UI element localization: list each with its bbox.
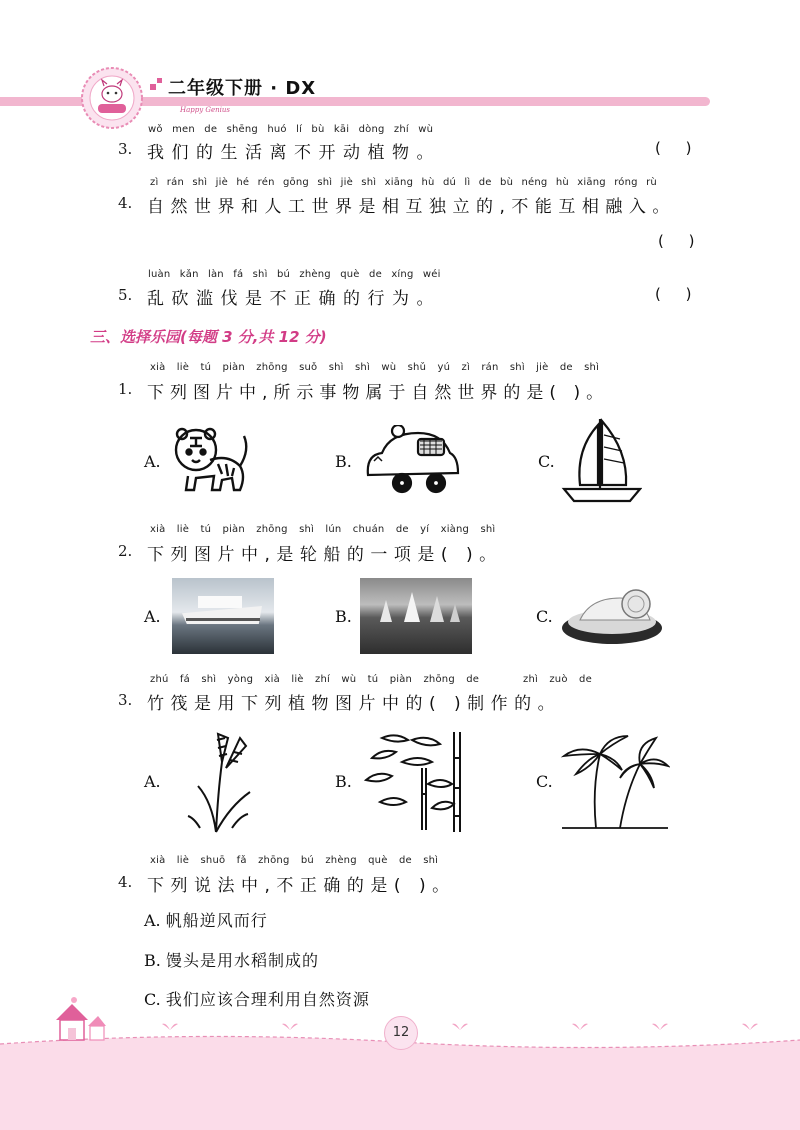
- sailboats-photo[interactable]: [360, 578, 472, 654]
- judge-q4-text: 自然世界和人工世界是相互独立的,不能互相融入。: [147, 197, 676, 217]
- choice-q4-text: 下列说法中,不正确的是( )。: [147, 876, 456, 896]
- judge-q5-answer-paren[interactable]: ( ): [655, 285, 702, 303]
- section-three-title: 三、选择乐园(每题 3 分,共 12 分): [90, 328, 327, 346]
- choice-q4-option-c[interactable]: [144, 987, 370, 1010]
- car-drawing-image[interactable]: [362, 425, 464, 497]
- judge-q4-pinyin: zì rán shì jiè hé rén gōng shì jiè shì xiāng hù dú lì de bù néng hù xiāng róng rù: [150, 177, 657, 188]
- choice-q4-option-a-text: 帆船逆风而行: [165, 911, 268, 930]
- choice-q1-option-c-label[interactable]: C.: [538, 452, 555, 471]
- bamboo-drawing-image[interactable]: [362, 728, 472, 834]
- choice-q3-pinyin-a: zhú fá shì yòng xià liè zhí wù tú piàn zhōng de: [150, 674, 480, 685]
- palm-trees-drawing-image[interactable]: [560, 732, 670, 832]
- choice-q4-option-b[interactable]: [144, 948, 319, 971]
- choice-q4-option-c-label: C.: [144, 990, 161, 1009]
- choice-q4-option-a-label: A.: [144, 911, 161, 930]
- choice-q2-pinyin: xià liè tú piàn zhōng shì lún chuán de yí xiàng shì: [150, 524, 496, 535]
- judge-q5-number: 5.: [118, 286, 133, 304]
- choice-q1-option-b-label[interactable]: B.: [335, 452, 352, 471]
- judge-q4-number: 4.: [118, 194, 133, 212]
- header-subtitle: Happy Genius: [180, 106, 231, 114]
- choice-q3-text: 竹筏是用下列植物图片中的( )制作的。: [147, 694, 562, 714]
- page-header-title: 二年级下册 · DX: [168, 78, 317, 99]
- choice-q1-pinyin: xià liè tú piàn zhōng suǒ shì shì wù shǔ yú zì rán shì jiè de shì: [150, 362, 600, 373]
- sailboat-drawing-image[interactable]: [560, 415, 642, 505]
- choice-q4-pinyin: xià liè shuō fǎ zhōng bú zhèng què de shì: [150, 855, 439, 866]
- choice-q2-option-b-label[interactable]: B.: [335, 607, 352, 626]
- choice-q4-option-b-label: B.: [144, 951, 161, 970]
- choice-q3-number: 3.: [118, 691, 133, 709]
- choice-q3-option-c-label[interactable]: C.: [536, 772, 553, 791]
- judge-q5-text: 乱砍滥伐是不正确的行为。: [147, 289, 441, 309]
- judge-q4-answer-paren[interactable]: ( ): [658, 232, 705, 250]
- header-band-left: [0, 97, 90, 106]
- judge-q3-text: 我们的生活离不开动植物。: [147, 143, 441, 163]
- page-number: 12: [384, 1016, 418, 1050]
- cruise-ship-photo[interactable]: [172, 578, 274, 654]
- tiger-drawing-image[interactable]: [172, 420, 254, 502]
- footer-sprouts: [160, 1018, 760, 1032]
- choice-q3-pinyin-b: zhì zuò de: [523, 674, 592, 685]
- choice-q3-option-a-label[interactable]: A.: [144, 772, 161, 791]
- choice-q3-option-b-label[interactable]: B.: [335, 772, 352, 791]
- house-icon: [48, 996, 108, 1046]
- judge-q5-pinyin: luàn kǎn làn fá shì bú zhèng què de xíng wéi: [148, 269, 441, 280]
- choice-q4-option-a[interactable]: [144, 908, 268, 931]
- choice-q2-number: 2.: [118, 542, 133, 560]
- choice-q4-number: 4.: [118, 873, 133, 891]
- judge-q3-pinyin: wǒ men de shēng huó lí bù kāi dòng zhí wù: [148, 124, 434, 135]
- choice-q4-option-b-text: 馒头是用水稻制成的: [165, 951, 319, 970]
- choice-q1-text: 下列图片中,所示事物属于自然世界的是( )。: [147, 383, 610, 403]
- happy-genius-logo: [80, 66, 144, 130]
- wheat-drawing-image[interactable]: [186, 728, 266, 834]
- choice-q1-number: 1.: [118, 380, 133, 398]
- choice-q2-text: 下列图片中,是轮船的一项是( )。: [147, 545, 503, 565]
- hovercraft-photo[interactable]: [560, 582, 664, 648]
- choice-q2-option-a-label[interactable]: A.: [144, 607, 161, 626]
- choice-q1-option-a-label[interactable]: A.: [144, 452, 161, 471]
- choice-q4-option-c-text: 我们应该合理利用自然资源: [165, 990, 370, 1009]
- judge-q3-number: 3.: [118, 140, 133, 158]
- choice-q2-option-c-label[interactable]: C.: [536, 607, 553, 626]
- judge-q3-answer-paren[interactable]: ( ): [655, 139, 702, 157]
